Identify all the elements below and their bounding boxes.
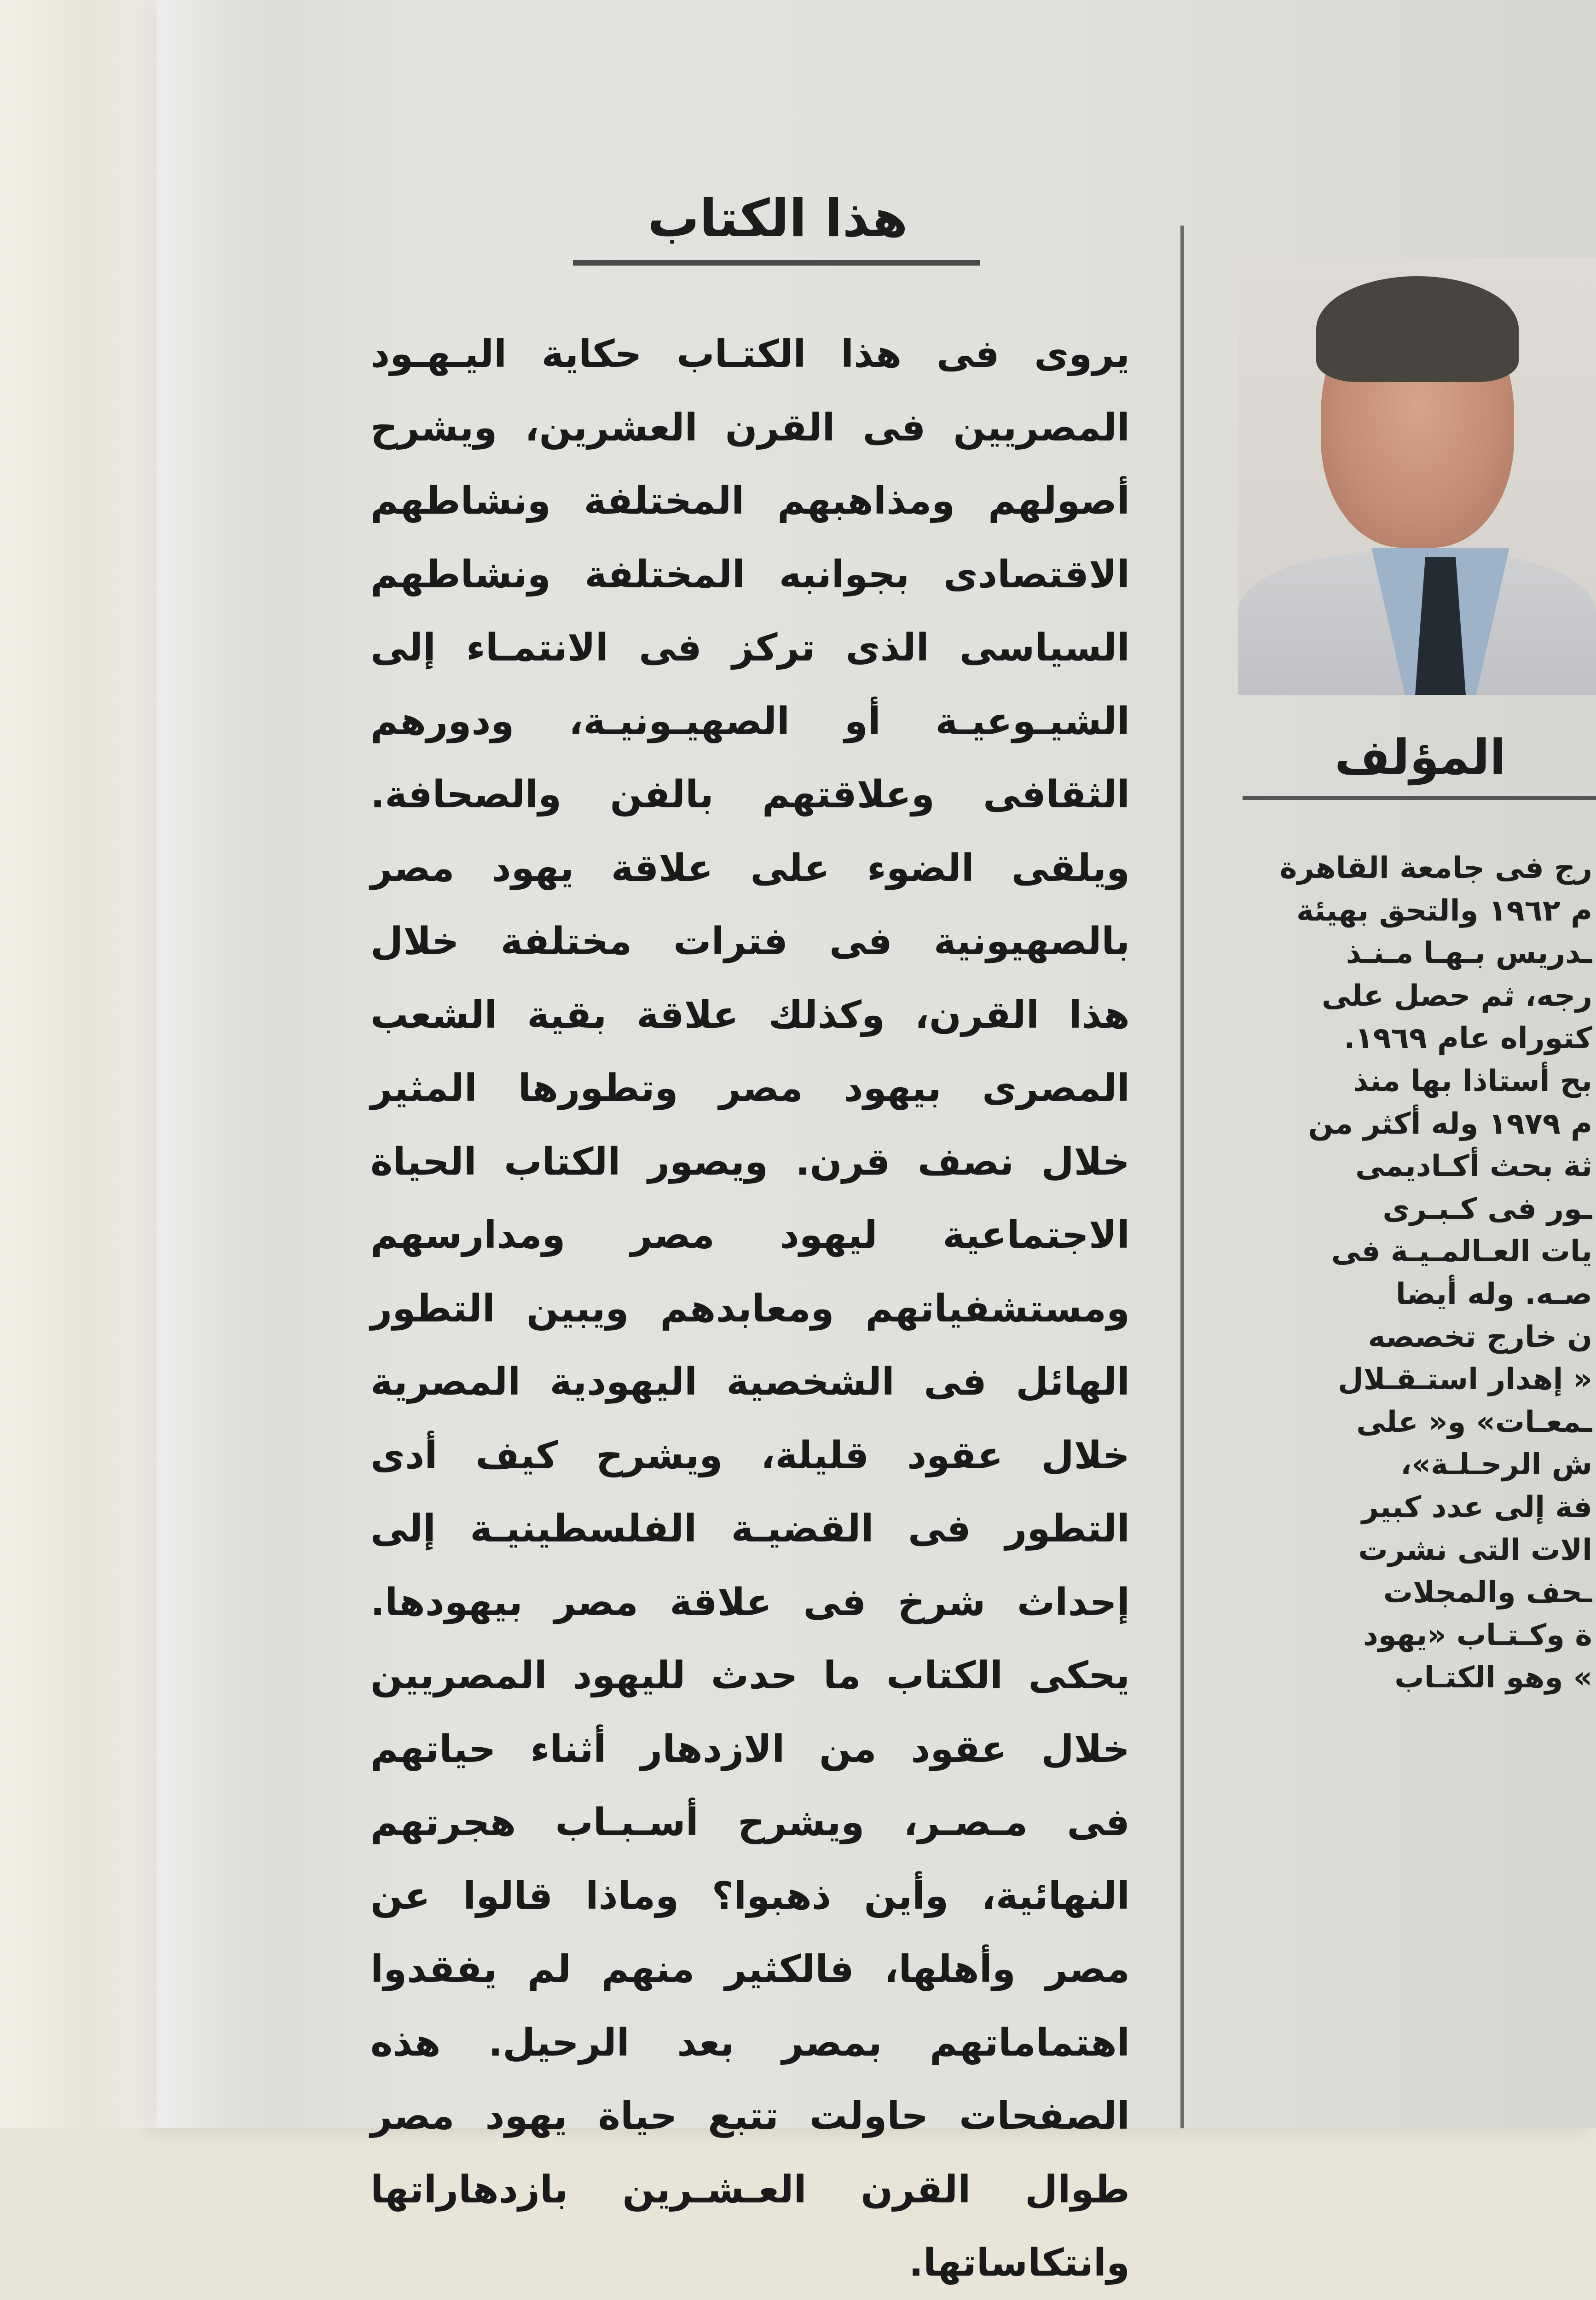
author-bio-line: ن خارج تخصصه (1368, 1320, 1592, 1354)
author-bio-line: ـمعـات» و« على (1356, 1405, 1592, 1439)
description-line: التطور فى القضيـة الفلسطينيـة إلى (370, 1507, 1130, 1551)
author-bio-line: كتوراه عام ١٩٦٩. (1344, 1021, 1592, 1056)
description-line: مصر وأهلها، فالكثير منهم لم يفقدوا (370, 1947, 1130, 1991)
author-bio-line: ش الرحـلـة»، (1400, 1448, 1592, 1482)
author-bio-line: م ١٩٧٩ وله أكثر من (1308, 1107, 1592, 1141)
author-bio-line: الات التى نشرت (1358, 1533, 1592, 1567)
author-bio (1243, 847, 1592, 2128)
description-line: المصرى بيهود مصر وتطورها المثير (370, 1066, 1130, 1110)
author-bio-line: ـدريس بـهـا مـنـذ (1346, 936, 1592, 971)
description-line: الاجتماعية ليهود مصر ومدارسهم (370, 1213, 1130, 1257)
author-photo (1238, 258, 1596, 695)
description-line: الصفحات حاولت تتبع حياة يهود مصر (370, 2094, 1130, 2138)
author-bio-line: بح أستاذا بها منذ (1353, 1064, 1592, 1098)
author-bio-line: فة إلى عدد كبير (1361, 1490, 1592, 1524)
book-section-title: هذا الكتاب (648, 189, 908, 249)
description-line: الهائل فى الشخصية اليهودية المصرية (370, 1360, 1130, 1404)
description-line: خلال عقود من الازدهار أثناء حياتهم (370, 1727, 1130, 1771)
author-bio-line: ثة بحث أكـاديمى (1355, 1149, 1592, 1184)
author-heading-underline (1243, 796, 1596, 800)
author-bio-line: ـور فى كـبـرى (1382, 1192, 1592, 1226)
description-line: فى مـصـر، ويشرح أسـبـاب هجرتهم (370, 1801, 1130, 1844)
description-line: ومستشفياتهم ومعابدهم ويبين التطور (370, 1286, 1130, 1331)
description-line: أصولهم ومذاهبهم المختلفة ونشاطهم (370, 479, 1130, 523)
description-line: السياسى الذى تركز فى الانتمـاء إلى (370, 626, 1130, 670)
description-line: الشيـوعيـة أو الصهيـونيـة، ودورهم (370, 699, 1130, 743)
author-bio-line: م ١٩٦٢ والتحق بهيئة (1296, 893, 1592, 928)
description-line: هذا القرن، وكذلك علاقة بقية الشعب (370, 993, 1130, 1037)
description-line: يروى فى هذا الكتـاب حكاية اليـهـود (370, 332, 1130, 376)
description-line: المصريين فى القرن العشرين، ويشرح (370, 406, 1130, 450)
author-bio-line: رج فى جامعة القاهرة (1279, 851, 1592, 885)
description-line: الثقافى وعلاقتهم بالفن والصحافة. (370, 773, 1130, 817)
description-line: خلال عقود قليلة، ويشرح كيف أدى (370, 1433, 1130, 1477)
title-underline (573, 260, 980, 266)
description-line: بالصهيونية فى فترات مختلفة خلال (370, 920, 1130, 963)
description-line: اهتماماتهم بمصر بعد الرحيل. هذه (370, 2021, 1130, 2065)
author-bio-line: ة وكـتـاب «يهود (1363, 1618, 1592, 1652)
description-line: الاقتصادى بجوانبه المختلفة ونشاطهم (370, 552, 1130, 597)
photo-hair (1316, 276, 1519, 382)
book-description (370, 318, 1130, 2300)
description-line: يحكى الكتاب ما حدث لليهود المصريين (370, 1654, 1130, 1697)
description-line: إحداث شرخ فى علاقة مصر بيهودها. (370, 1580, 1130, 1624)
plastic-wrap-glare (83, 0, 276, 2128)
column-divider (1180, 226, 1184, 2128)
author-bio-line: « إهدار استـقـلال (1338, 1362, 1592, 1397)
author-bio-line: يات العـالمـيـة فى (1331, 1234, 1592, 1269)
description-line: خلال نصف قرن. ويصور الكتاب الحياة (370, 1140, 1130, 1184)
description-line: النهائية، وأين ذهبوا؟ وماذا قالوا عن (370, 1874, 1130, 1918)
description-line: وانتكاساتها. (908, 2241, 1130, 2285)
description-line: ويلقى الضوء على علاقة يهود مصر (370, 846, 1130, 890)
author-bio-line: ـحف والمجلات (1383, 1576, 1592, 1610)
author-bio-line: صـه. وله أيضا (1395, 1277, 1592, 1311)
author-bio-line: رجه، ثم حصل على (1321, 979, 1592, 1013)
description-line: طوال القرن العـشـرين بازدهاراتها (370, 2167, 1130, 2212)
author-section-heading: المؤلف (1335, 729, 1506, 785)
author-bio-line: » وهو الكتـاب (1394, 1661, 1592, 1695)
